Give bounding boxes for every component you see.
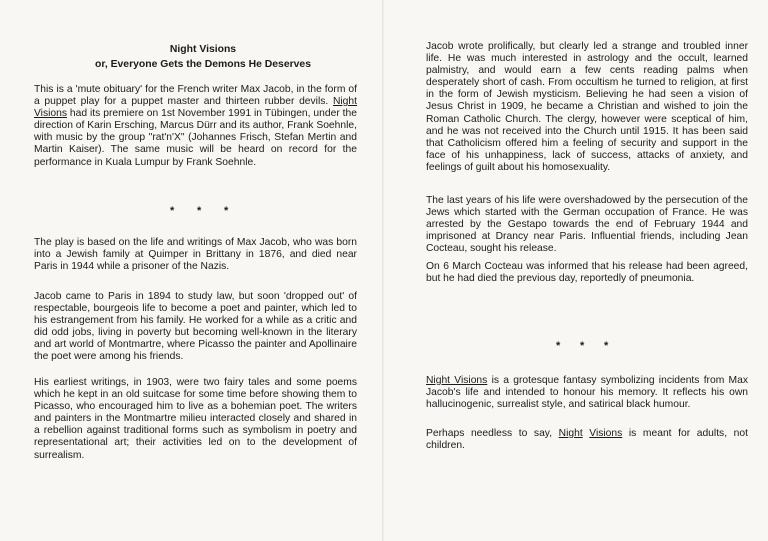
play-title-word: Visions: [589, 428, 623, 439]
text-run: is meant for adults, not children.: [426, 428, 748, 452]
subtitle-line: or, Everyone Gets the Demons He Deserves: [95, 59, 311, 70]
text-run: had its premiere on 1st November 1991 in Tübingen, under the direction of Karin Ersching, Marcus Dürr and its author, Frank Soehnle, with music by the group "rat'n'X" (Johannes Frisch, Stefan Mertin and Martin Kaiser). The same music will be heard on record for the performance in Kuala Lumpur by Frank Soehnle.: [34, 108, 357, 168]
text-run: Perhaps needless to say,: [426, 428, 559, 439]
inner-life-paragraph: Jacob wrote prolifically, but clearly led a strange and troubled inner life. He was much interested in astrology and the occult, learned palmistry, and would earn a few cents reading palms when desperately short of cash. From occultism he turned to religion, at first in the form of Jewish mysticism. Believing he had seen a vision of Jesus Christ in 1909, he became a Christian and wished to join the Roman Catholic Church. The clergy, however were sceptical of him, and he was not received into the Church until 1915. It has been said that Catholicism offered him a feeling of security and support in the face of his unhappiness, lack of success, attacks of anxiety, and feelings of guilt about his homosexuality.: [426, 41, 748, 173]
separator-star: *: [197, 205, 202, 217]
paris-paragraph: Jacob came to Paris in 1894 to study law, but soon 'dropped out' of respectable, bourgeois life to become a poet and painter, which led to his estrangement from his family. He worked for a while as a critic and did odd jobs, living in poverty but becoming well-known in the literary and art world of Montmartre, where Picasso the painter and Apollinaire the poet were among his friends.: [34, 291, 357, 363]
separator-star: *: [604, 340, 609, 352]
fantasy-paragraph: [426, 375, 748, 411]
death-paragraph: On 6 March Cocteau was informed that his release had been agreed, but he had died the previous day, reportedly of pneumonia.: [426, 261, 748, 285]
play-title: Night Visions: [426, 375, 488, 386]
text-run: This is a 'mute obituary' for the French writer Max Jacob, in the form of a puppet play for a puppet master and thirteen rubber devils.: [34, 84, 357, 108]
left-page: [0, 0, 382, 541]
separator-star: *: [580, 340, 585, 352]
right-page: [384, 0, 768, 541]
title-line: Night Visions: [169, 44, 237, 55]
closing-paragraph: [426, 428, 748, 452]
document-title: [58, 42, 348, 72]
separator-star: *: [170, 205, 175, 217]
play-title-word: Night: [558, 428, 583, 439]
intro-paragraph: [34, 84, 357, 169]
separator-star: *: [556, 340, 561, 352]
separator-star: *: [224, 205, 229, 217]
play-title: Night Visions: [34, 96, 357, 120]
early-writings-paragraph: His earliest writings, in 1903, were two fairy tales and some poems which he kept in an old suitcase for some time before showing them to Picasso, who encouraged him to live as a bohemian poet. The writers and painters in the Montmartre milieu interacted closely and shared in a rebellion against traditional forms such as symbolism in poetry and representational art; their activities led on to the development of surrealism.: [34, 377, 357, 461]
background-paragraph: The play is based on the life and writings of Max Jacob, who was born into a Jewish family at Quimper in Brittany in 1876, and died near Paris in 1944 while a prisoner of the Nazis.: [34, 237, 357, 273]
text-run: is a grotesque fantasy symbolizing incidents from Max Jacob's life and intended to honour his memory. It reflects his own hallucinogenic, surrealist style, and satirical black humour.: [426, 375, 749, 411]
last-years-paragraph: The last years of his life were overshadowed by the persecution of the Jews which started with the German occupation of France. He was arrested by the Gestapo towards the end of February 1944 and imprisoned at Drancy near Paris. Influential friends, including Jean Cocteau, sought his release.: [426, 195, 748, 255]
